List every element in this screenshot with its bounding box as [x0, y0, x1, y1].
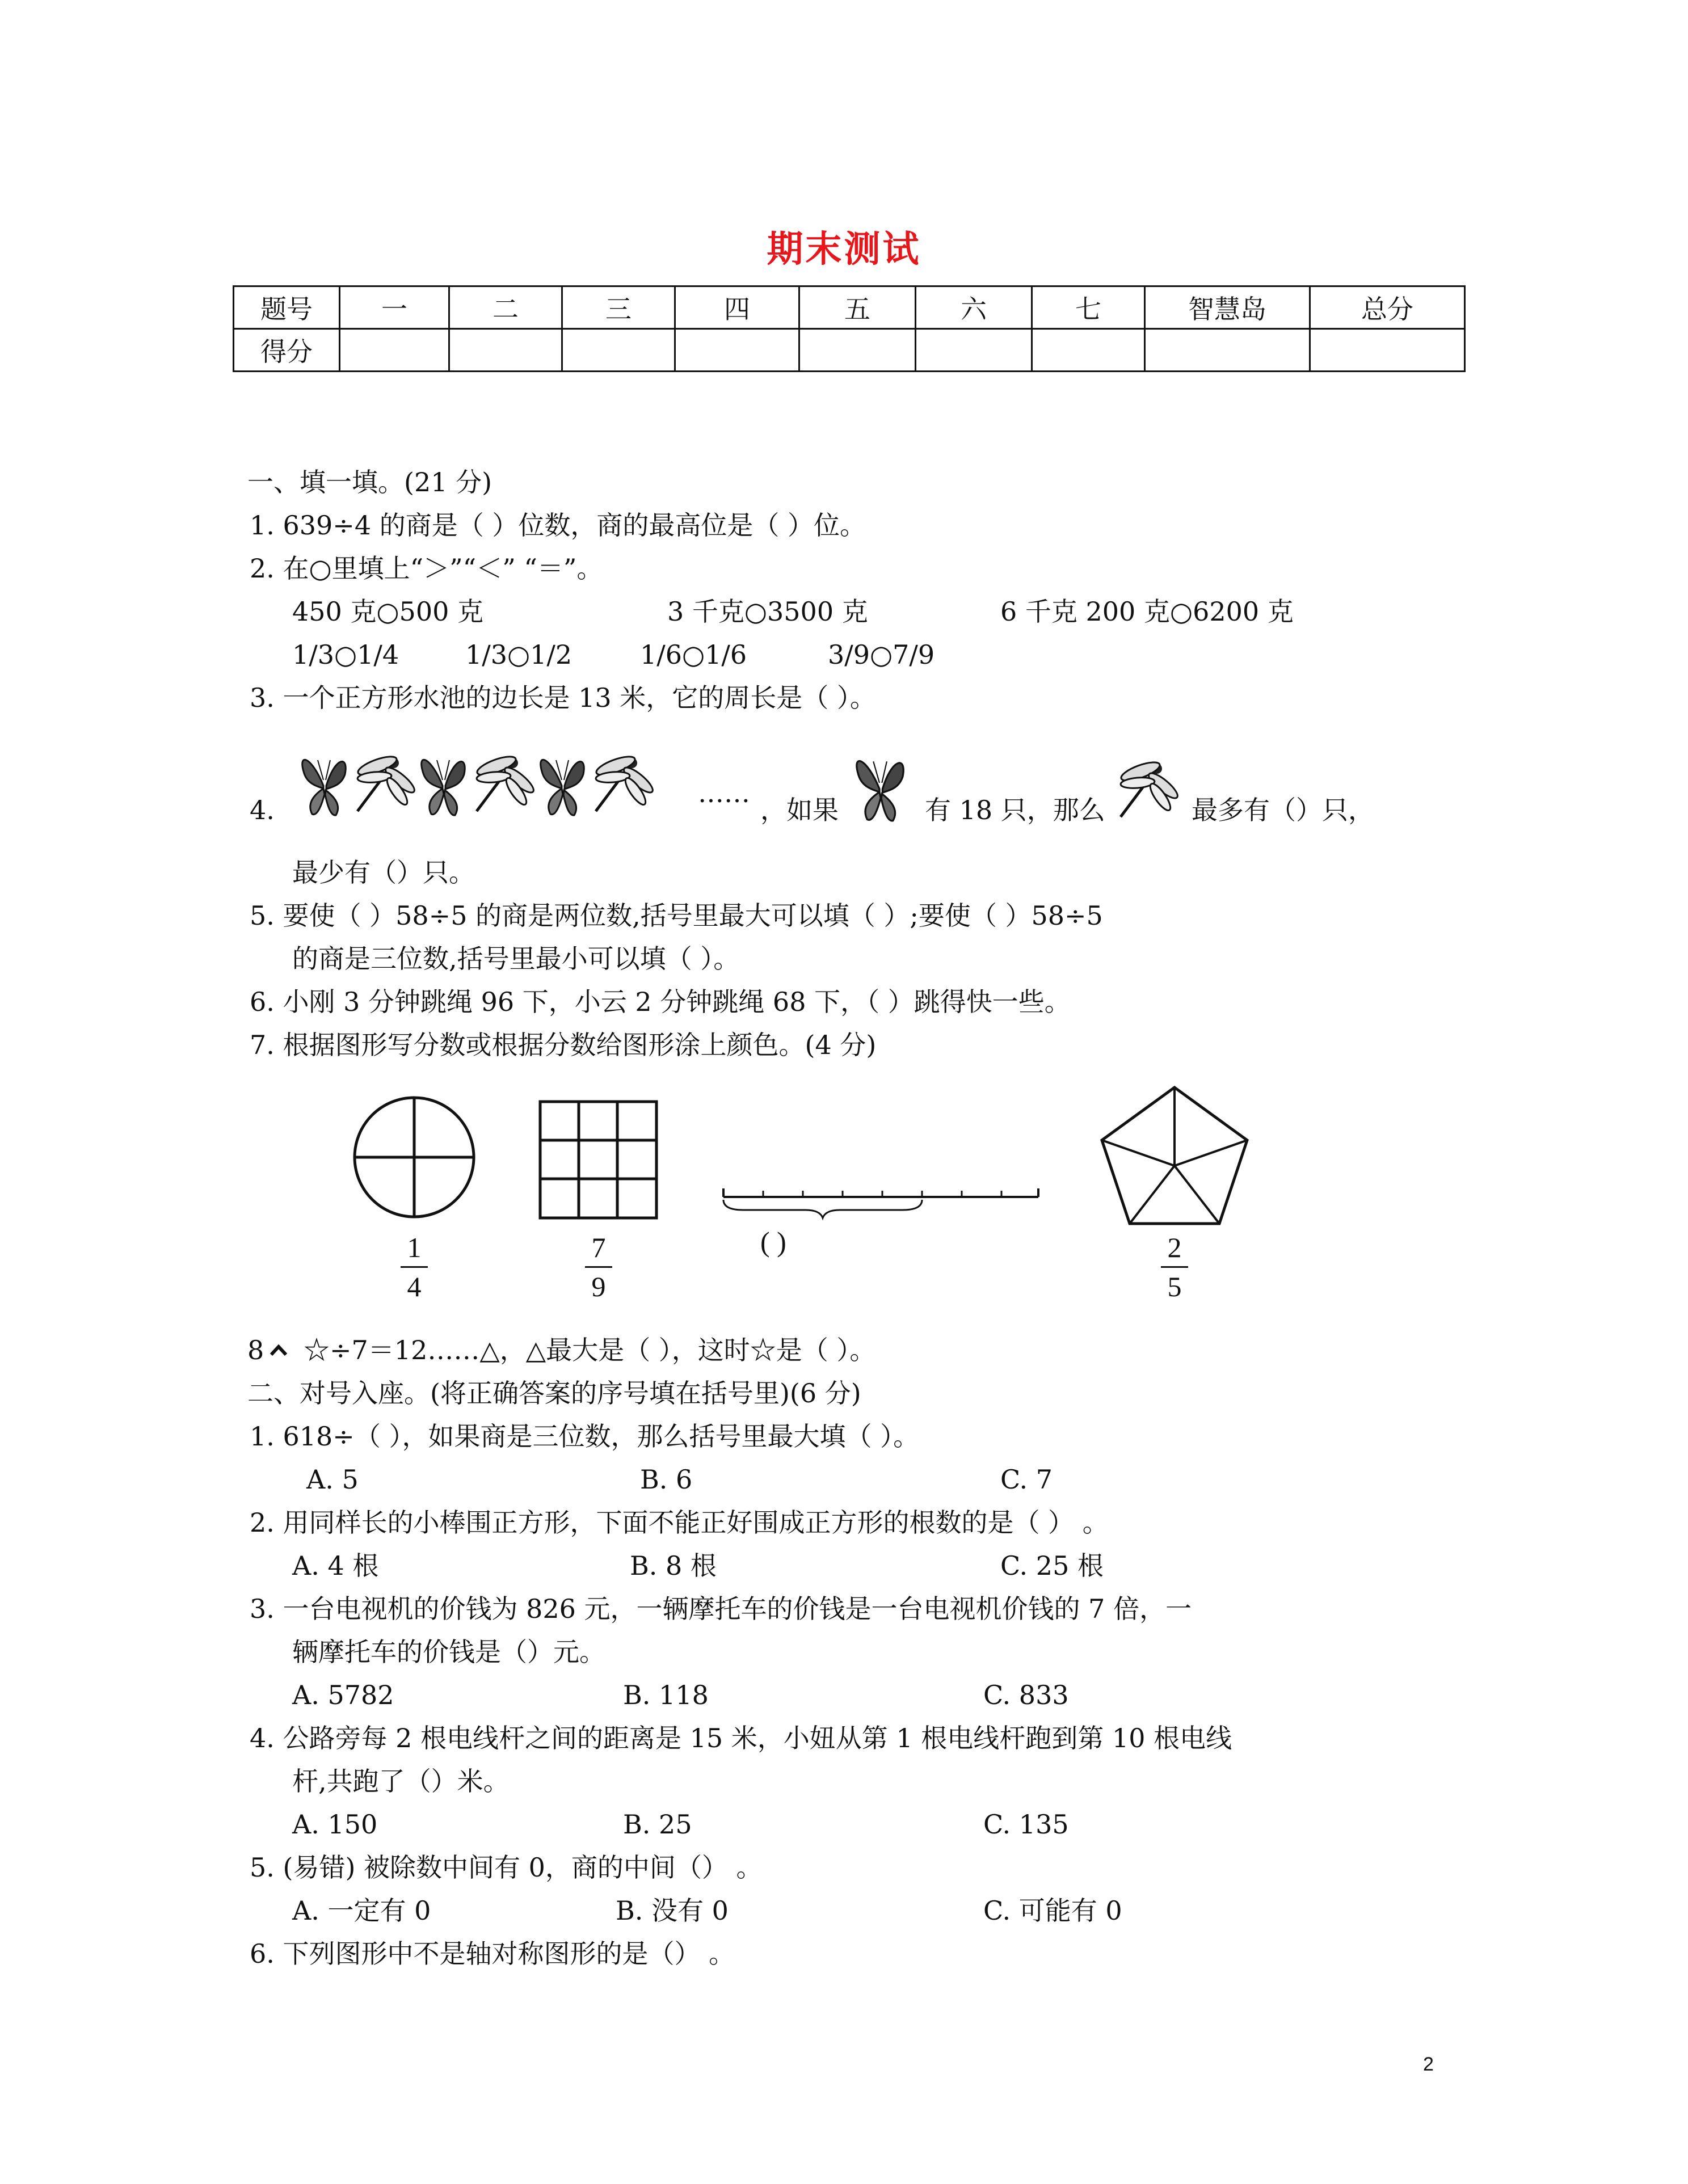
table-cell: 三: [562, 286, 675, 329]
question-text: ☆÷7＝12……△，△最大是（ ），这时☆是（ ）。: [304, 1335, 876, 1365]
question-item: 450 克○500 克: [292, 596, 483, 627]
page-number: 2: [1423, 2054, 1434, 2075]
score-input-cell[interactable]: [916, 329, 1032, 372]
question-item: 3 千克○3500 克: [667, 596, 868, 627]
insect-sequence: [295, 743, 709, 823]
table-cell: 总分: [1310, 286, 1465, 329]
ellipsis: ……: [698, 778, 750, 808]
circle-quarters-figure: [340, 1089, 488, 1225]
question-text: 7. 根据图形写分数或根据分数给图形涂上颜色。(4 分): [250, 1030, 877, 1060]
fraction-denominator: 9: [591, 1271, 606, 1302]
score-input-cell[interactable]: [1145, 329, 1310, 372]
score-table-header-row: [234, 286, 1465, 329]
question-number: 8: [247, 1335, 264, 1365]
option-b[interactable]: B. 8 根: [630, 1550, 717, 1581]
section-heading: 一、填一填。(21 分): [247, 467, 492, 497]
butterfly-icon: [845, 743, 914, 823]
question-item: 1/3○1/4: [292, 639, 399, 670]
question-item: 6 千克 200 克○6200 克: [1000, 596, 1294, 627]
page-title: 期末测试: [767, 228, 921, 271]
question-text: 最多有（）只，: [1192, 795, 1374, 825]
option-c[interactable]: C. 135: [983, 1809, 1069, 1840]
question-text: 5. 要使（ ）58÷5 的商是两位数,括号里最大可以填（ ）;要使（ ）58÷5: [250, 900, 1103, 931]
dragonfly-icon: [594, 753, 656, 811]
caret-up-icon: [269, 1343, 288, 1357]
score-table: [233, 285, 1466, 372]
table-cell: 智慧岛: [1145, 286, 1310, 329]
option-a[interactable]: A. 4 根: [292, 1550, 379, 1581]
question-item: 3/9○7/9: [828, 639, 935, 670]
question-text: 3. 一台电视机的价钱为 826 元，一辆摩托车的价钱是一台电视机价钱的 7 倍，一: [250, 1593, 1192, 1624]
score-input-cell[interactable]: [799, 329, 916, 372]
question-text: 最少有（）只。: [292, 857, 475, 888]
fraction-numerator: 2: [1167, 1232, 1182, 1263]
butterfly-icon: [422, 760, 465, 815]
fraction-label: [1157, 1230, 1192, 1304]
score-input-cell[interactable]: [675, 329, 799, 372]
option-b[interactable]: B. 118: [623, 1680, 709, 1710]
butterfly-icon: [302, 760, 346, 815]
question-text: 杆,共跑了（）米。: [292, 1766, 510, 1797]
score-input-cell[interactable]: [562, 329, 675, 372]
question-item: 1/3○1/2: [465, 639, 573, 670]
option-c[interactable]: C. 833: [983, 1680, 1069, 1710]
question-text: 1. 618÷（ ），如果商是三位数，那么括号里最大填（ ）。: [250, 1421, 920, 1452]
score-input-cell[interactable]: [340, 329, 449, 372]
fraction-label: [582, 1230, 616, 1304]
table-cell: 二: [449, 286, 562, 329]
table-cell: 一: [340, 286, 449, 329]
question-number: 4.: [250, 795, 275, 825]
option-b[interactable]: B. 6: [640, 1464, 693, 1495]
question-text: 1. 639÷4 的商是（ ）位数，商的最高位是（ ）位。: [250, 510, 866, 541]
option-b[interactable]: B. 没有 0: [616, 1895, 729, 1926]
question-text: 2. 用同样长的小棒围正方形，下面不能正好围成正方形的根数的是（ ） 。: [250, 1507, 1109, 1538]
table-cell: 七: [1032, 286, 1145, 329]
option-a[interactable]: A. 5: [306, 1464, 359, 1495]
segment-line-figure: [721, 1183, 1044, 1222]
answer-blank: ( ): [760, 1226, 786, 1258]
question-text: 的商是三位数,括号里最小可以填（ ）。: [292, 943, 740, 974]
pentagon-fifths-figure: [1095, 1081, 1254, 1228]
question-text: 5. (易错) 被除数中间有 0，商的中间（） 。: [250, 1852, 763, 1883]
option-c[interactable]: C. 25 根: [1000, 1550, 1104, 1581]
fraction-denominator: 5: [1167, 1271, 1182, 1302]
question-text: 6. 下列图形中不是轴对称图形的是（） 。: [250, 1938, 735, 1969]
question-text: 6. 小刚 3 分钟跳绳 96 下，小云 2 分钟跳绳 68 下，（ ）跳得快一些。: [250, 986, 1071, 1017]
dragonfly-icon: [475, 753, 537, 811]
question-text: 有 18 只，那么: [925, 795, 1105, 825]
fraction-bar: [1161, 1266, 1188, 1268]
question-text: 3. 一个正方形水池的边长是 13 米，它的周长是（ ）。: [250, 682, 876, 713]
option-b[interactable]: B. 25: [623, 1809, 692, 1840]
option-a[interactable]: A. 一定有 0: [292, 1895, 431, 1926]
score-input-cell[interactable]: [1310, 329, 1465, 372]
table-cell: 六: [916, 286, 1032, 329]
score-input-cell[interactable]: [449, 329, 562, 372]
option-c[interactable]: C. 7: [1000, 1464, 1053, 1495]
fraction-bar: [585, 1266, 612, 1268]
question-text: 2. 在○里填上“＞”“＜” “＝”。: [250, 553, 603, 584]
fraction-bar: [401, 1266, 428, 1268]
question-text: 辆摩托车的价钱是（）元。: [292, 1637, 605, 1667]
score-input-cell[interactable]: [1032, 329, 1145, 372]
question-item: 1/6○1/6: [640, 639, 747, 670]
fraction-numerator: 1: [407, 1232, 422, 1263]
fraction-label: [397, 1230, 431, 1304]
table-cell: 五: [799, 286, 916, 329]
dragonfly-icon: [356, 753, 418, 811]
table-cell: 题号: [234, 286, 340, 329]
fraction-denominator: 4: [407, 1271, 422, 1302]
grid-nine-figure: [533, 1095, 664, 1225]
fraction-numerator: 7: [591, 1232, 606, 1263]
butterfly-icon: [541, 760, 584, 815]
section-heading: 二、对号入座。(将正确答案的序号填在括号里)(6 分): [247, 1378, 861, 1409]
question-text: ，如果: [760, 795, 839, 825]
option-a[interactable]: A. 150: [292, 1809, 378, 1840]
table-cell: 四: [675, 286, 799, 329]
option-a[interactable]: A. 5782: [292, 1680, 394, 1710]
table-cell: 得分: [234, 329, 340, 372]
question-text: 4. 公路旁每 2 根电线杆之间的距离是 15 米，小妞从第 1 根电线杆跑到第 10 根电线: [250, 1723, 1232, 1753]
option-c[interactable]: C. 可能有 0: [983, 1895, 1122, 1926]
score-table-score-row: [234, 329, 1465, 372]
dragonfly-icon: [1112, 749, 1192, 823]
